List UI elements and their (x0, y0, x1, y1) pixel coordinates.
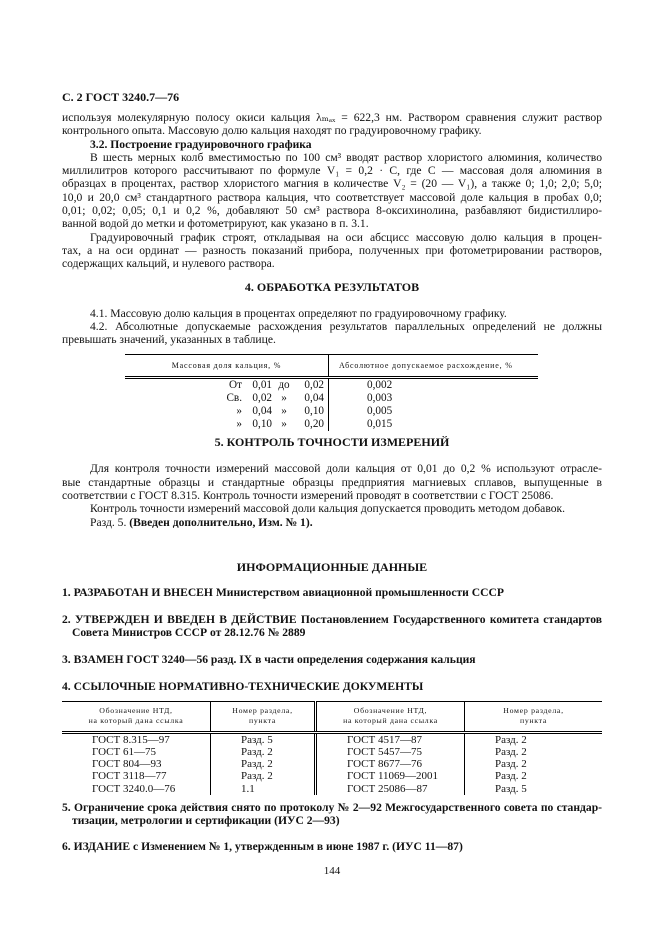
info-item-4: 4. ССЫЛОЧНЫЕ НОРМАТИВНО-ТЕХНИЧЕСКИЕ ДОКУМЕНТЫ (62, 680, 424, 694)
section-4-heading: 4. ОБРАБОТКА РЕЗУЛЬТАТОВ (244, 279, 420, 294)
page-header: С. 2 ГОСТ 3240.7—76 (62, 90, 180, 104)
info-heading: ИНФОРМАЦИОННЫЕ ДАННЫЕ (236, 559, 428, 574)
text-line: тизации, метрологии и сертификации (ИУС 2—93) (72, 814, 340, 828)
amendment-note (62, 516, 602, 529)
section-5-text (62, 462, 602, 528)
range-part: » (281, 392, 287, 405)
table-row (62, 746, 602, 758)
text-line: ванной водой до метки и фотометрируют, как указано в п. 3.1. (62, 217, 369, 231)
section-cell: Разд. 5 (211, 732, 316, 746)
range-part: » (236, 418, 242, 431)
section-cell: Разд. 2 (465, 732, 603, 746)
range-part: Св. (226, 392, 242, 405)
table-row (62, 783, 602, 795)
section-cell: 1.1 (211, 783, 316, 795)
document-cell: ГОСТ 4517—87 (316, 732, 465, 746)
info-item-6: 6. ИЗДАНИЕ с Изменением № 1, утвержденным в июне 1987 г. (ИУС 11—87) (62, 840, 463, 854)
table-header: Абсолютное допускаемое расхождение, % (329, 355, 539, 378)
text-line: Совета Министров СССР от 28.12.76 № 2889 (72, 626, 306, 640)
table-header: Номер раздела, пункта (211, 701, 316, 732)
range-cell (125, 418, 329, 431)
tolerance-cell: 0,002 (367, 379, 393, 392)
text-line: вые стандартные образцы и стандартные образцы предприятия магниевых сплавов, выпущенные в (62, 475, 602, 489)
section-3-text (62, 111, 602, 271)
range-cell (125, 392, 329, 405)
tolerance-cell: 0,003 (367, 392, 393, 405)
section-5-heading: 5. КОНТРОЛЬ ТОЧНОСТИ ИЗМЕРЕНИЙ (214, 435, 450, 450)
info-item-2 (62, 613, 602, 640)
page-number: 144 (323, 864, 341, 877)
range-cell (125, 378, 329, 393)
info-item-1: 1. РАЗРАБОТАН И ВНЕСЕН Министерством авиационной промышленности СССР (62, 586, 504, 600)
info-item-3: 3. ВЗАМЕН ГОСТ 3240—56 разд. IX в части определения содержания кальция (62, 653, 476, 667)
table-header: Обозначение НТД, на который дана ссылка (62, 701, 211, 732)
section-cell: Разд. 2 (465, 746, 603, 758)
document-cell: ГОСТ 3240.0—76 (92, 782, 176, 795)
range-cell (125, 405, 329, 418)
info-item-5 (62, 801, 602, 828)
section-cell: Разд. 2 (211, 758, 316, 770)
text-line: образцах в процентах, раствор хлористого магния в количестве V₂ = (20 — V₁), а также 0; 1,0; 2,0; 5,0; (62, 177, 602, 191)
text-line: соответствии с ГОСТ 8.315. Контроль точности измерений проводят в соответствии с ГОСТ 25086. (62, 489, 554, 502)
text-line: содержащих кальций, и нулевого раствора. (62, 257, 275, 271)
text-line: Градуировочный график строят, откладывая на оси абсцисс массовую долю кальция в процен- (90, 230, 602, 244)
document-cell: ГОСТ 3118—77 (92, 770, 167, 783)
note-text: Разд. 5. (90, 515, 130, 529)
text-line: Для контроля точности измерений массовой доли кальция от 0,01 до 0,2 % используют отрасле- (90, 462, 602, 476)
table-row (125, 405, 538, 418)
text-line: контрольного опыта. Массовую долю кальция находят по градуировочному графику. (62, 124, 482, 138)
text-line: 5. Ограничение срока действия снято по протоколу № 2—92 Межгосударственного совета по стандар- (62, 800, 602, 814)
text-line: миллилитров которого рассчитывают по формуле V₁ = 0,2 · C, где C — массовая доля алюминия в (62, 164, 602, 178)
range-part: » (281, 405, 287, 418)
section-cell: Разд. 2 (211, 770, 316, 782)
range-part: От (229, 379, 242, 392)
section-cell: Разд. 2 (211, 746, 316, 758)
range-part: » (236, 405, 242, 418)
range-part: 0,02 (252, 392, 272, 405)
text-line: тах, а на оси ординат — разность показаний прибора, полученных при фотометрировании растворов, (62, 243, 602, 257)
document-cell: ГОСТ 8677—76 (316, 758, 465, 770)
section-cell: Разд. 2 (465, 758, 603, 770)
text-line: 4.1. Массовую долю кальция в процентах определяют по градуировочному графику. (90, 306, 507, 320)
document-cell: ГОСТ 61—75 (92, 745, 156, 758)
text-line: превышать значений, указанных в таблице. (62, 333, 276, 347)
page-content (62, 91, 602, 878)
table-row (62, 758, 602, 770)
range-part: 0,01 (252, 379, 272, 392)
table-row (62, 732, 602, 746)
tolerance-cell: 0,005 (367, 405, 393, 418)
range-part: » (281, 418, 287, 431)
range-part: 0,02 (304, 379, 324, 392)
subsection-heading: 3.2. Построение градуировочного графика (90, 137, 312, 151)
text-line: используя молекулярную полосу окиси кальция λₘₐₓ = 622,3 нм. Раствором сравнения служит раствор (62, 110, 602, 124)
text-line: 2. УТВЕРЖДЕН И ВВЕДЕН В ДЕЙСТВИЕ Постановлением Государственного комитета стандартов (62, 613, 602, 627)
section-4-text (62, 307, 602, 347)
text-line: В шесть мерных колб вместимостью по 100 см³ вводят раствор хлористого алюминия, количество (90, 150, 602, 164)
range-part: 0,20 (304, 418, 324, 431)
range-part: 0,04 (304, 392, 324, 405)
document-cell: ГОСТ 25086—87 (316, 783, 465, 795)
tolerance-table (125, 354, 538, 431)
range-part: 0,10 (252, 418, 272, 431)
range-part: 0,10 (304, 405, 324, 418)
table-row (125, 378, 538, 393)
document-cell: ГОСТ 11069—2001 (316, 770, 465, 782)
section-cell: Разд. 2 (465, 770, 603, 782)
table-row (125, 392, 538, 405)
tolerance-cell: 0,015 (367, 418, 393, 431)
references-table (62, 701, 602, 795)
text-line: 4.2. Абсолютные допускаемые расхождения результатов параллельных определений не должны (90, 319, 602, 333)
table-header: Массовая доля кальция, % (125, 355, 329, 378)
text-line: 0,01; 0,02; 0,05; 0,1 и 0,2 %, добавляют 50 см³ раствора 8-оксихинолина, разбавляют бидистиллиро- (62, 204, 602, 218)
document-cell: ГОСТ 5457—75 (316, 746, 465, 758)
section-cell: Разд. 5 (465, 783, 603, 795)
table-row (62, 770, 602, 782)
document-cell: ГОСТ 804—93 (92, 758, 162, 771)
table-header: Номер раздела, пункта (465, 701, 603, 732)
text-line: Контроль точности измерений массовой доли кальция допускается проводить методом добавок. (90, 502, 566, 516)
note-bold: (Введен дополнительно, Изм. № 1). (129, 515, 313, 529)
range-part: до (278, 379, 290, 392)
table-header: Обозначение НТД, на который дана ссылка (316, 701, 465, 732)
document-cell: ГОСТ 8.315—97 (92, 733, 170, 746)
text-line: 10,0 и 20,0 см³ стандартного раствора кальция, что соответствует массовой доле кальция в пробах 0,0; (62, 190, 602, 204)
range-part: 0,04 (252, 405, 272, 418)
table-row (125, 418, 538, 431)
